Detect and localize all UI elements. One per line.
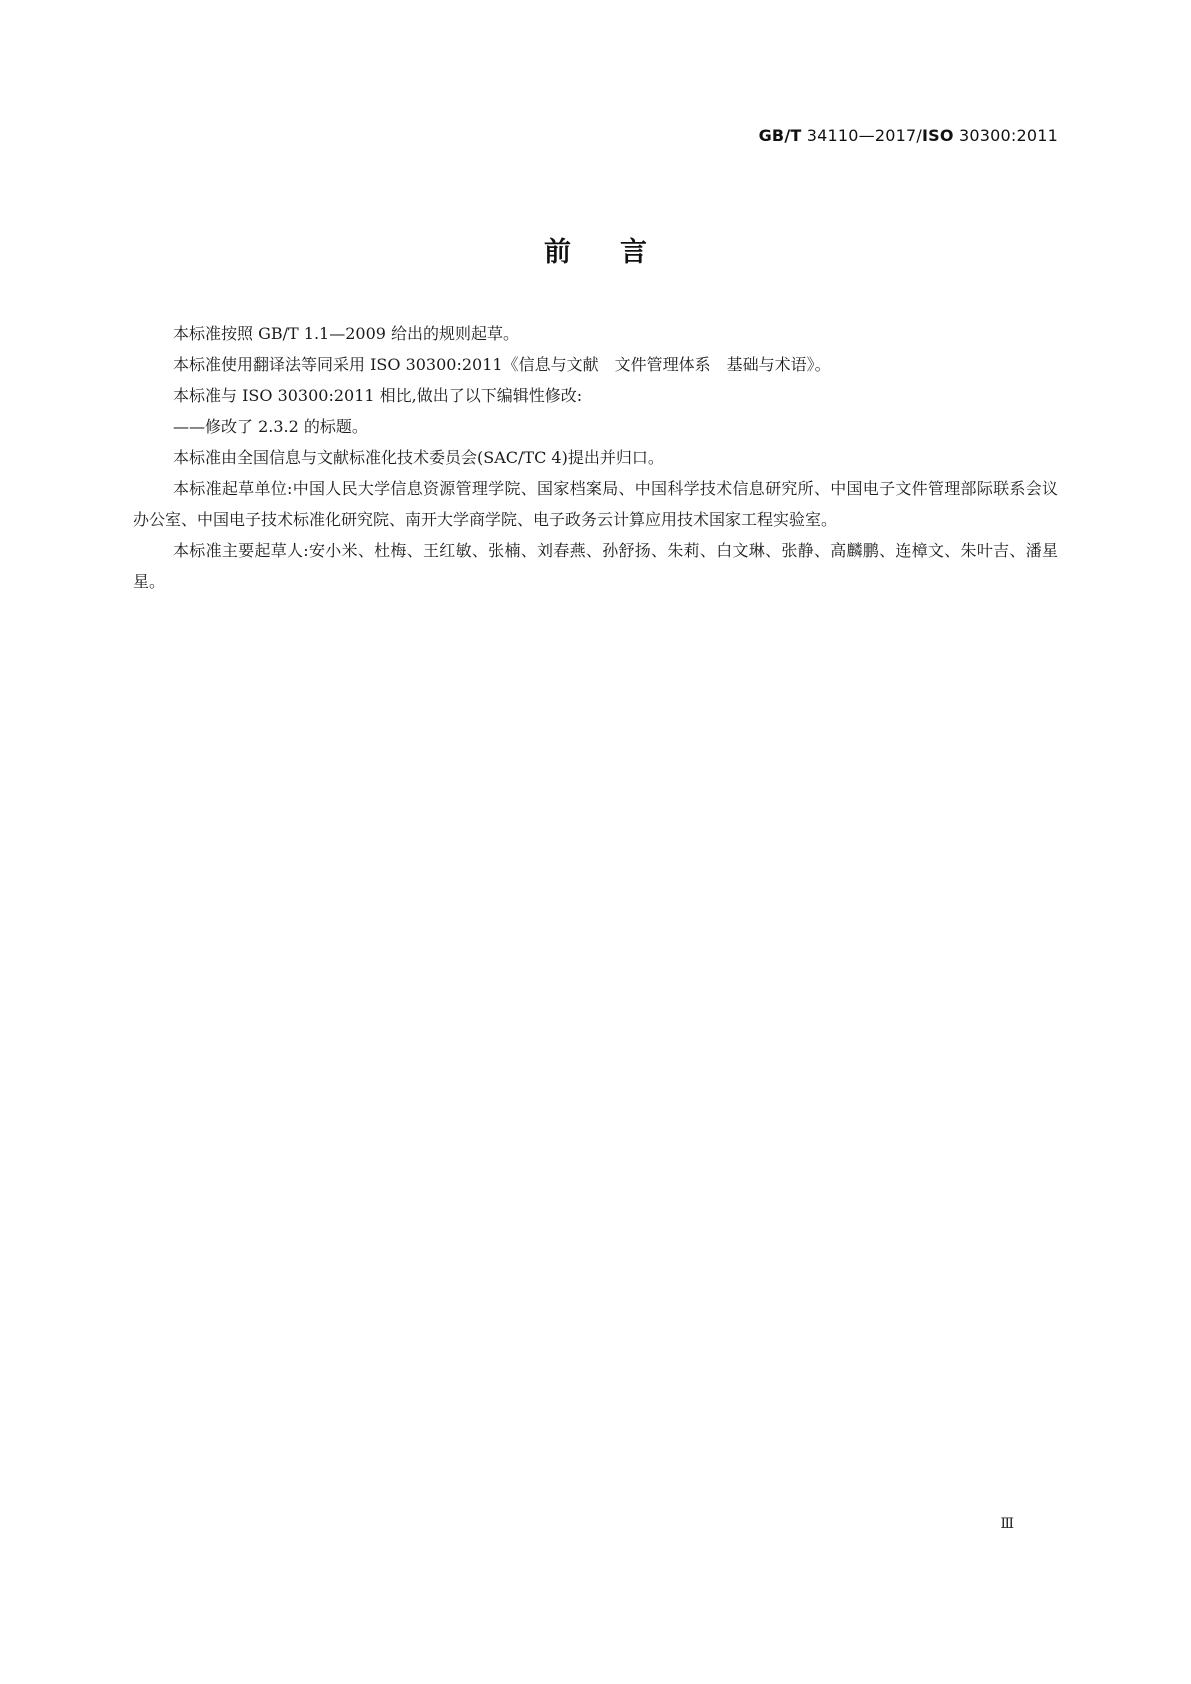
gb-prefix: GB/T — [758, 126, 802, 145]
paragraph-drafters: 本标准主要起草人:安小米、杜梅、王红敏、张楠、刘春燕、孙舒扬、朱莉、白文琳、张静、高麟鹏、连樟文、朱叶吉、潘星星。 — [133, 541, 1058, 591]
gb-number: 34110—2017/ — [806, 126, 922, 145]
paragraph-drafting-organizations: 本标准起草单位:中国人民大学信息资源管理学院、国家档案局、中国科学技术信息研究所、中国电子文件管理部际联系会议办公室、中国电子技术标准化研究院、南开大学商学院、电子政务云计算应用技术国家工程实验室。 — [133, 479, 1058, 529]
iso-number: 30300:2011 — [958, 126, 1058, 145]
page-title: 前言 — [544, 237, 696, 268]
iso-prefix: ISO — [922, 126, 954, 145]
paragraph-editorial-changes: 本标准与 ISO 30300:2011 相比,做出了以下编辑性修改: — [173, 386, 583, 405]
standard-number-header — [759, 126, 1058, 145]
foreword-body — [133, 318, 1058, 597]
page-number: Ⅲ — [1000, 1516, 1014, 1532]
paragraph-drafting-rules: 本标准按照 GB/T 1.1—2009 给出的规则起草。 — [173, 324, 520, 343]
paragraph-adoption-method: 本标准使用翻译法等同采用 ISO 30300:2011《信息与文献 文件管理体系 基础与术语》。 — [173, 355, 831, 374]
paragraph-proposed-by: 本标准由全国信息与文献标准化技术委员会(SAC/TC 4)提出并归口。 — [173, 448, 664, 467]
paragraph-change-item: ——修改了 2.3.2 的标题。 — [173, 417, 368, 436]
